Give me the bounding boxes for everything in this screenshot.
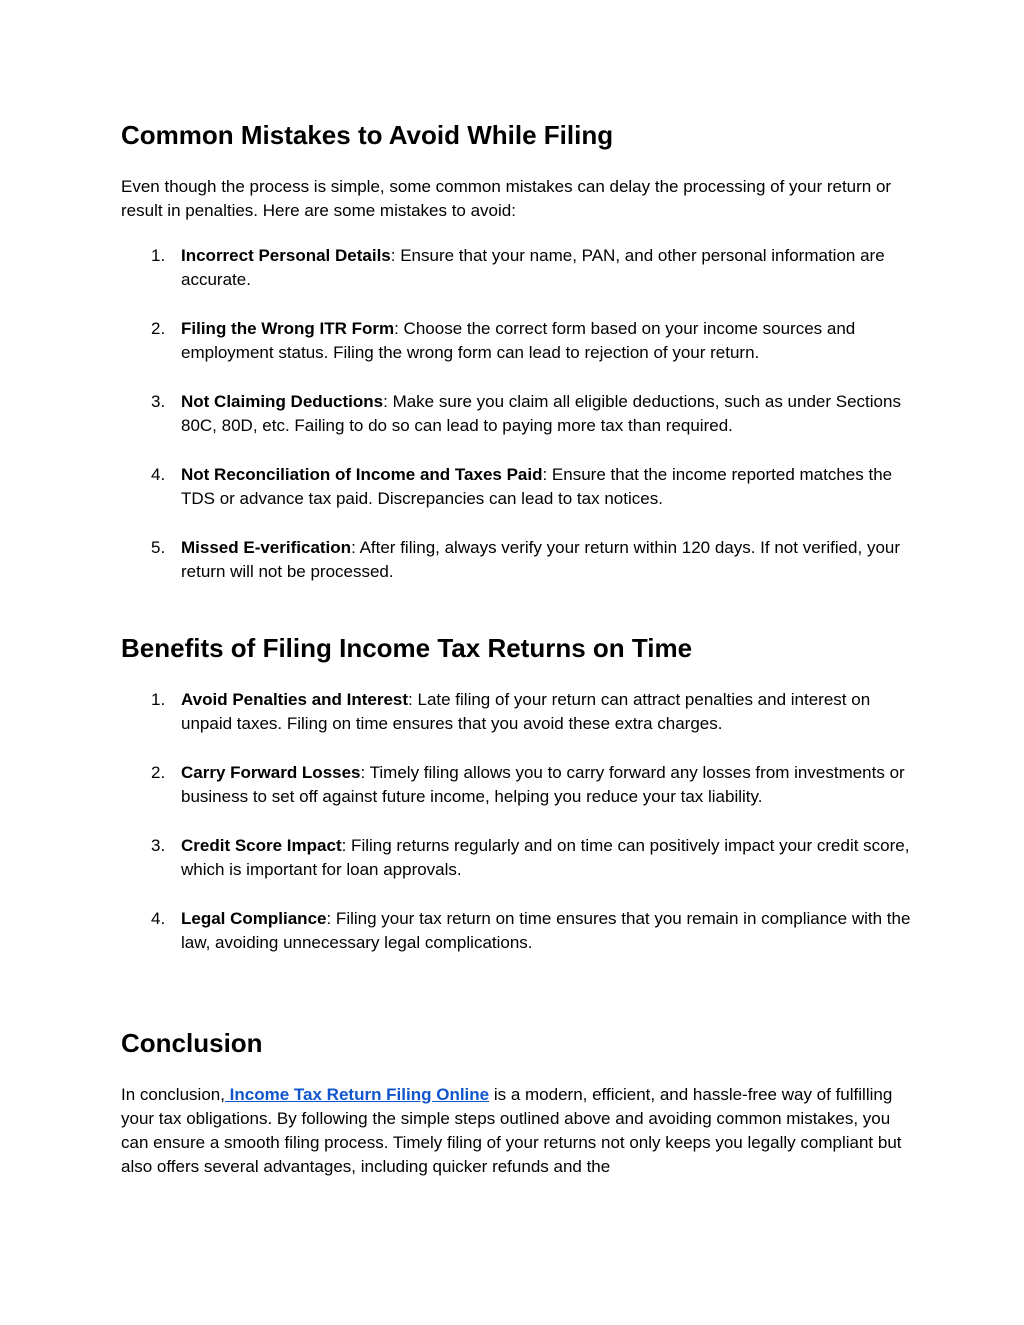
heading-benefits: Benefits of Filing Income Tax Returns on Time — [121, 633, 693, 663]
income-tax-filing-link[interactable]: Income Tax Return Filing Online — [224, 1085, 490, 1104]
list-item: 3. Not Claiming Deductions: Make sure you claim all eligible deductions, such as under Sections 80C, 80D, etc. Failing to do so can lead to paying more tax than required. — [151, 392, 901, 435]
heading-common-mistakes: Common Mistakes to Avoid While Filing — [121, 120, 614, 150]
conclusion-paragraph: In conclusion, Income Tax Return Filing Online is a modern, efficient, and hassle-free way of fulfilling your tax obligations. By following the simple steps outlined above and avoiding common mistakes, you can ensure a smooth filing process. Timely filing of your returns not only keeps you legally compliant but also offers several advantages, including quicker refunds and the — [121, 1085, 902, 1176]
list-item: 1. Incorrect Personal Details: Ensure that your name, PAN, and other personal information are accurate. — [151, 246, 885, 289]
mistakes-list — [121, 244, 911, 609]
list-item: 1. Avoid Penalties and Interest: Late filing of your return can attract penalties and interest on unpaid taxes. Filing on time ensures that you avoid these extra charges. — [151, 690, 871, 733]
intro-paragraph: Even though the process is simple, some common mistakes can delay the processing of your return or result in penalties. Here are some mistakes to avoid: — [121, 177, 892, 220]
benefits-list — [121, 688, 911, 980]
heading-conclusion: Conclusion — [121, 1028, 263, 1058]
list-item: 4. Not Reconciliation of Income and Taxes Paid: Ensure that the income reported matches the TDS or advance tax paid. Discrepancies can lead to tax notices. — [151, 465, 893, 508]
list-item: 2. Carry Forward Losses: Timely filing allows you to carry forward any losses from investments or business to set off against future income, helping you reduce your tax liability. — [151, 763, 905, 806]
list-item: 3. Credit Score Impact: Filing returns regularly and on time can positively impact your credit score, which is important for loan approvals. — [151, 836, 910, 879]
list-item: 2. Filing the Wrong ITR Form: Choose the correct form based on your income sources and employment status. Filing the wrong form can lead to rejection of your return. — [151, 319, 856, 362]
list-item: 4. Legal Compliance: Filing your tax return on time ensures that you remain in compliance with the law, avoiding unnecessary legal complications. — [151, 909, 911, 952]
list-item: 5. Missed E-verification: After filing, always verify your return within 120 days. If not verified, your return will not be processed. — [151, 538, 901, 581]
